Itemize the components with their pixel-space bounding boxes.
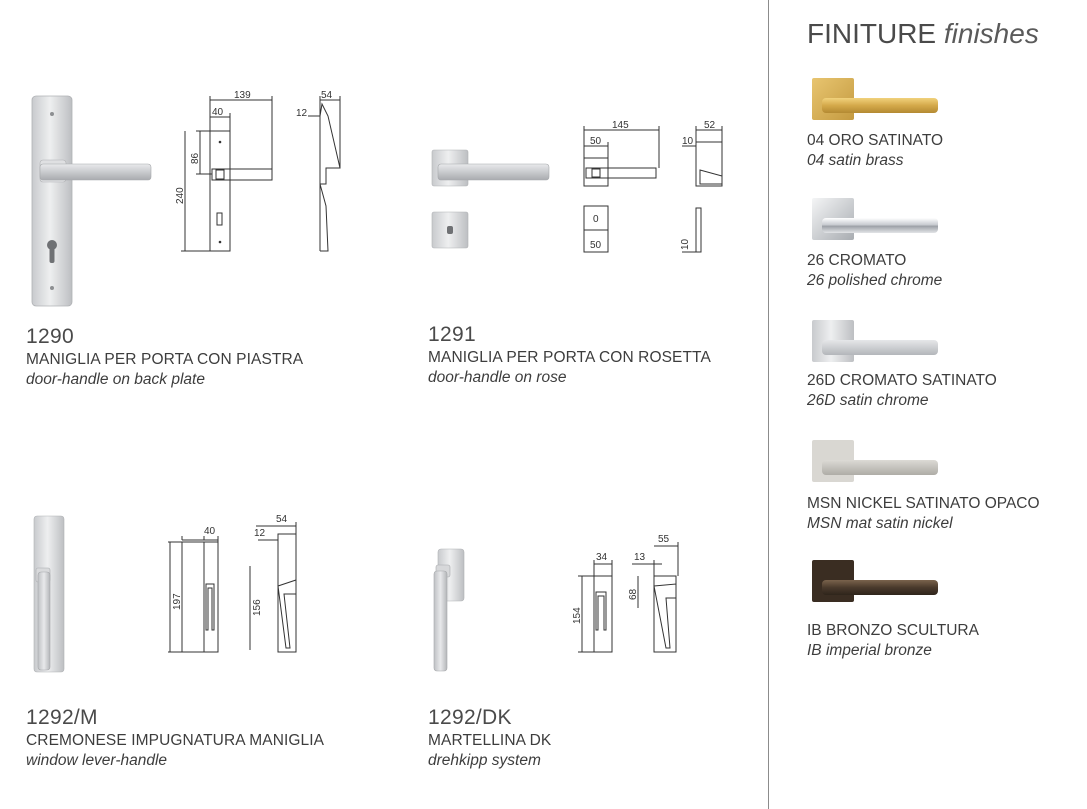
dim-1290-240: 240: [175, 187, 186, 204]
product-name-en: drehkipp system: [428, 752, 541, 769]
product-code: 1291: [428, 323, 476, 346]
finish-name-en: 26 polished chrome: [807, 272, 943, 289]
product-name-it: MANIGLIA PER PORTA CON ROSETTA: [428, 349, 711, 366]
product-code: 1292/M: [26, 706, 98, 729]
product-name-it: CREMONESE IMPUGNATURA MANIGLIA: [26, 732, 325, 749]
dim-1292dk-34: 34: [596, 552, 608, 563]
finish-name-it: IB BRONZO SCULTURA: [807, 622, 979, 639]
finish-swatch-gold: [810, 76, 942, 124]
column-divider: [768, 0, 769, 809]
dim-1291-10b: 10: [680, 238, 691, 250]
finish-name-en: 26D satin chrome: [807, 392, 929, 409]
product-1292m-photo: [28, 512, 78, 677]
finish-swatch-chrome: [810, 196, 942, 244]
product-code: 1290: [26, 325, 74, 348]
product-name-en: door-handle on rose: [428, 369, 567, 386]
product-name-it: MANIGLIA PER PORTA CON PIASTRA: [26, 351, 304, 368]
product-1292dk-photo: [428, 545, 470, 675]
product-1291-photo: [428, 146, 553, 256]
dim-1292dk-154: 154: [572, 607, 583, 624]
product-name-en: window lever-handle: [26, 752, 168, 769]
dim-1292m-12: 12: [254, 528, 266, 539]
finishes-title-en: finishes: [943, 18, 1039, 49]
finishes-title: [807, 18, 1039, 50]
product-1290-drawing: [168, 86, 358, 258]
product-1292m-drawing: [168, 510, 308, 658]
dim-1291-0: 0: [593, 214, 599, 225]
finish-name-en: MSN mat satin nickel: [807, 515, 953, 532]
dim-1290-139: 139: [234, 90, 251, 101]
product-name-en: door-handle on back plate: [26, 371, 205, 388]
dim-1290-40: 40: [212, 107, 224, 118]
finish-name-it: 26 CROMATO: [807, 252, 907, 269]
dim-1292m-197: 197: [172, 593, 183, 610]
dim-1290-54: 54: [321, 90, 333, 101]
product-1290-photo: [26, 92, 156, 312]
finish-name-it: 04 ORO SATINATO: [807, 132, 944, 149]
finish-swatch-nickel: [810, 438, 942, 486]
dim-1290-12: 12: [296, 108, 308, 119]
finish-name-en: 04 satin brass: [807, 152, 904, 169]
product-name-it: MARTELLINA DK: [428, 732, 552, 749]
finishes-title-it: FINITURE: [807, 18, 937, 49]
dim-1291-50: 50: [590, 136, 602, 147]
dim-1291-50b: 50: [590, 240, 602, 251]
dim-1291-10: 10: [682, 136, 694, 147]
product-1292dk-drawing: [566, 532, 696, 660]
dim-1292dk-68: 68: [628, 588, 639, 600]
dim-1292dk-55: 55: [658, 534, 670, 545]
finish-swatch-satin-chrome: [810, 318, 942, 366]
product-1291-drawing: [572, 118, 732, 258]
dim-1291-52: 52: [704, 120, 716, 131]
product-code: 1292/DK: [428, 706, 512, 729]
dim-1291-145: 145: [612, 120, 629, 131]
finish-name-en: IB imperial bronze: [807, 642, 932, 659]
dim-1292m-40: 40: [204, 526, 216, 537]
dim-1290-86: 86: [190, 152, 201, 164]
finish-name-it: MSN NICKEL SATINATO OPACO: [807, 495, 1040, 512]
dim-1292dk-13: 13: [634, 552, 646, 563]
dim-1292m-156: 156: [252, 599, 263, 616]
dim-1292m-54: 54: [276, 514, 288, 525]
finish-name-it: 26D CROMATO SATINATO: [807, 372, 997, 389]
finish-swatch-bronze: [810, 558, 942, 606]
